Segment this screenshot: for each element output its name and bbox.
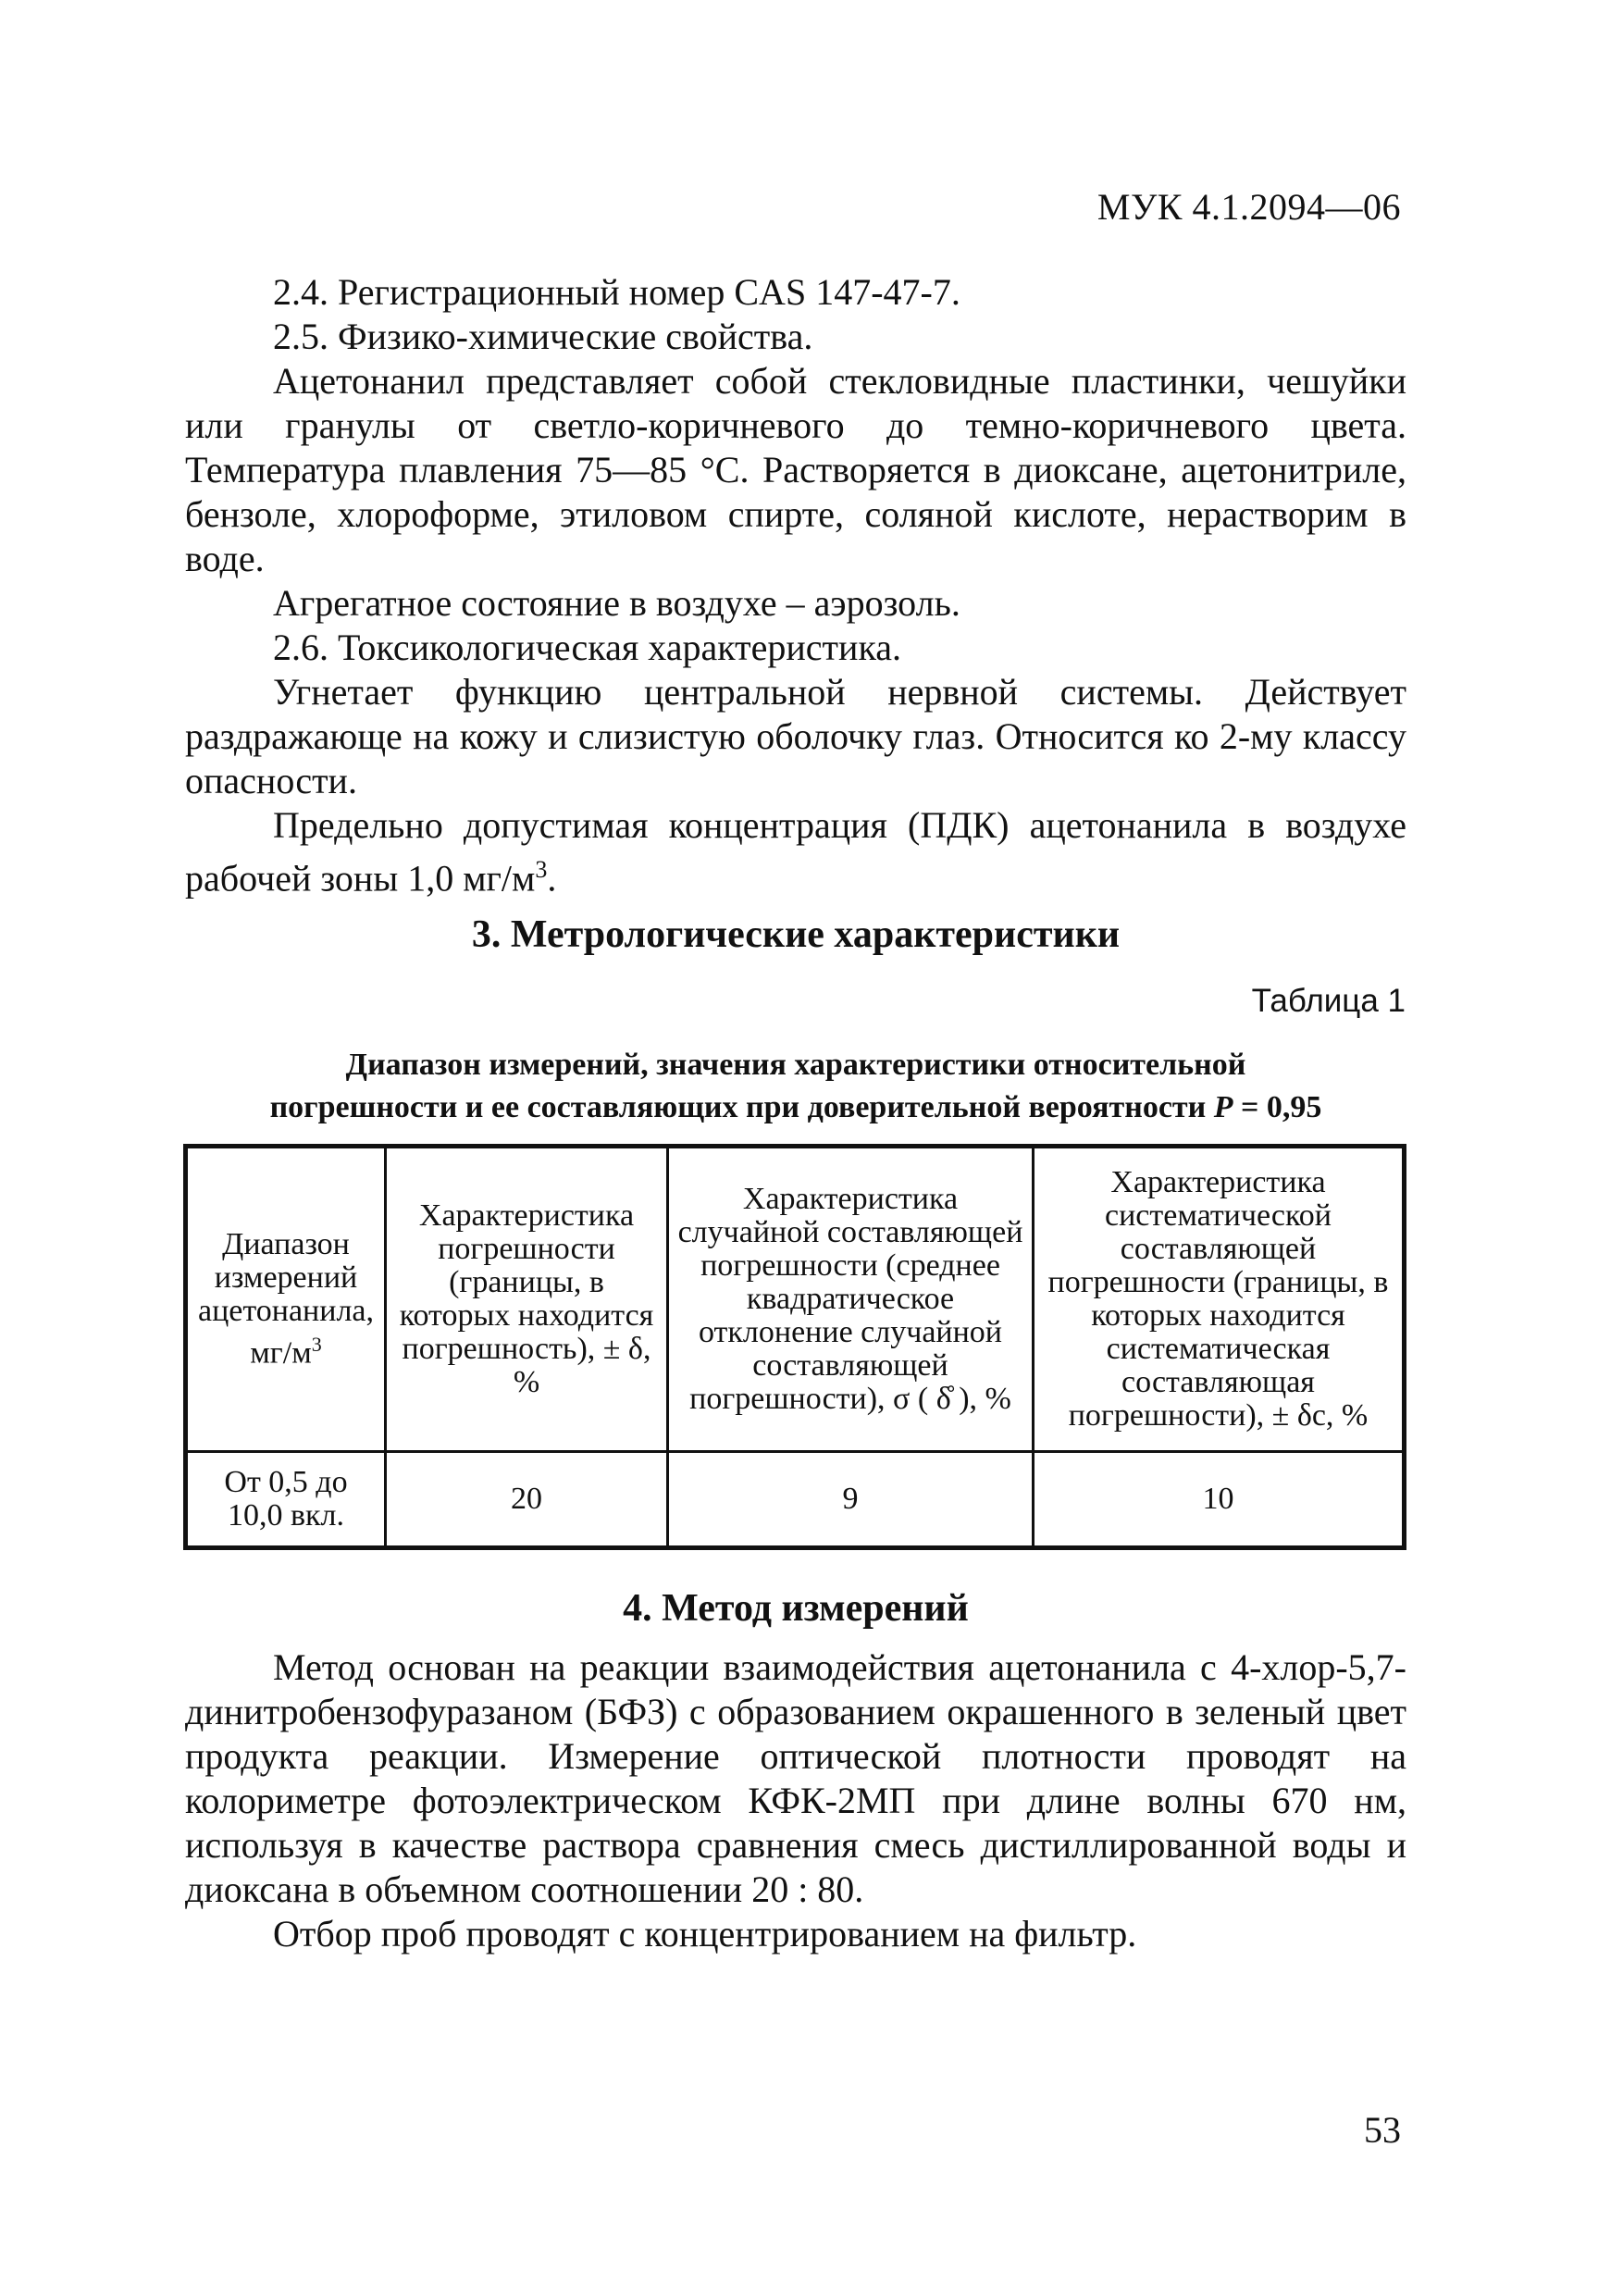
header-range-text: Диапазон измерений ацетонанила, мг/м bbox=[197, 1227, 375, 1371]
page-number: 53 bbox=[1364, 2109, 1401, 2151]
header-range-sup: 3 bbox=[311, 1333, 322, 1357]
caption-line-1: Диапазон измерений, значения характеристики относительной bbox=[345, 1048, 1246, 1082]
paragraph-sampling: Отбор проб проводят с концентрированием на фильтр. bbox=[273, 1913, 1137, 1955]
cell-delta-c: 10 bbox=[1034, 1452, 1405, 1548]
section-2-text bbox=[185, 270, 1406, 900]
caption-line-2-text: погрешности и ее составляющих при доверительной вероятности bbox=[269, 1090, 1214, 1124]
pdk-superscript: 3 bbox=[535, 856, 548, 883]
cell-sigma: 9 bbox=[668, 1452, 1034, 1548]
section-4-title: 4. Метод измерений bbox=[623, 1587, 969, 1630]
table-row bbox=[186, 1452, 1405, 1548]
paragraph-method: Метод основан на реакции взаимодействия ацетонанила с 4-хлор-5,7-динитробензофуразаном (БФЗ) с образованием окрашенного в зеленый цвет продукта реакции. Измерение оптической плотности проводят на колориметре фотоэлектрическом КФК-2МП при длине волны 670 нм, используя в качестве раствора сравнения смесь дистиллированной воды и диоксана в объемном соотношении 20 : 80. bbox=[185, 1646, 1406, 1910]
metrology-table bbox=[183, 1144, 1406, 1550]
caption-p-symbol: P bbox=[1213, 1090, 1233, 1124]
paragraph-properties-heading: 2.5. Физико-химические свойства. bbox=[273, 316, 813, 357]
header-random-error: Характеристика случайной составляющей погрешности (среднее квадратическое отклонение случайной составляющей погрешности), σ ( δ̊ ), % bbox=[668, 1147, 1034, 1452]
table-caption bbox=[185, 1044, 1406, 1129]
caption-line-2 bbox=[185, 1086, 1406, 1129]
caption-value: = 0,95 bbox=[1233, 1090, 1322, 1124]
paragraph-toxicology-heading: 2.6. Токсикологическая характеристика. bbox=[273, 627, 902, 668]
paragraph-properties: Ацетонанил представляет собой стекловидные пластинки, чешуйки или гранулы от светло-коричневого до темно-коричневого цвета. Температура плавления 75—85 °С. Растворяется в диоксане, ацетонитриле, бензоле, хлороформе, этиловом спирте, соляной кислоте, нерастворим в воде. bbox=[185, 360, 1406, 579]
pdk-end: . bbox=[547, 857, 557, 900]
header-error: Характеристика погрешности (границы, в которых находится погрешность), ± δ, % bbox=[386, 1147, 668, 1452]
paragraph-pdk bbox=[185, 803, 1406, 900]
paragraph-aggregate-state: Агрегатное состояние в воздухе – аэрозоль. bbox=[273, 582, 960, 624]
header-range bbox=[186, 1147, 386, 1452]
pdk-text: Предельно допустимая концентрация (ПДК) ацетонанила в воздухе рабочей зоны 1,0 мг/м bbox=[185, 804, 1406, 900]
cell-delta: 20 bbox=[386, 1452, 668, 1548]
header-systematic-error: Характеристика систематической составляющей погрешности (границы, в которых находится систематическая составляющая погрешности), ± δc, % bbox=[1034, 1147, 1405, 1452]
table-header-row bbox=[186, 1147, 1405, 1452]
cell-range: От 0,5 до 10,0 вкл. bbox=[186, 1452, 386, 1548]
document-code: МУК 4.1.2094—06 bbox=[1096, 186, 1401, 228]
section-4-text bbox=[185, 1645, 1406, 1956]
table-label: Таблица 1 bbox=[1251, 983, 1406, 1019]
section-3-title: 3. Метрологические характеристики bbox=[471, 913, 1121, 956]
paragraph-cas: 2.4. Регистрационный номер CAS 147-47-7. bbox=[273, 271, 960, 313]
paragraph-toxicology: Угнетает функцию центральной нервной системы. Действует раздражающе на кожу и слизистую оболочку глаз. Относится ко 2-му классу опасности. bbox=[185, 671, 1406, 801]
